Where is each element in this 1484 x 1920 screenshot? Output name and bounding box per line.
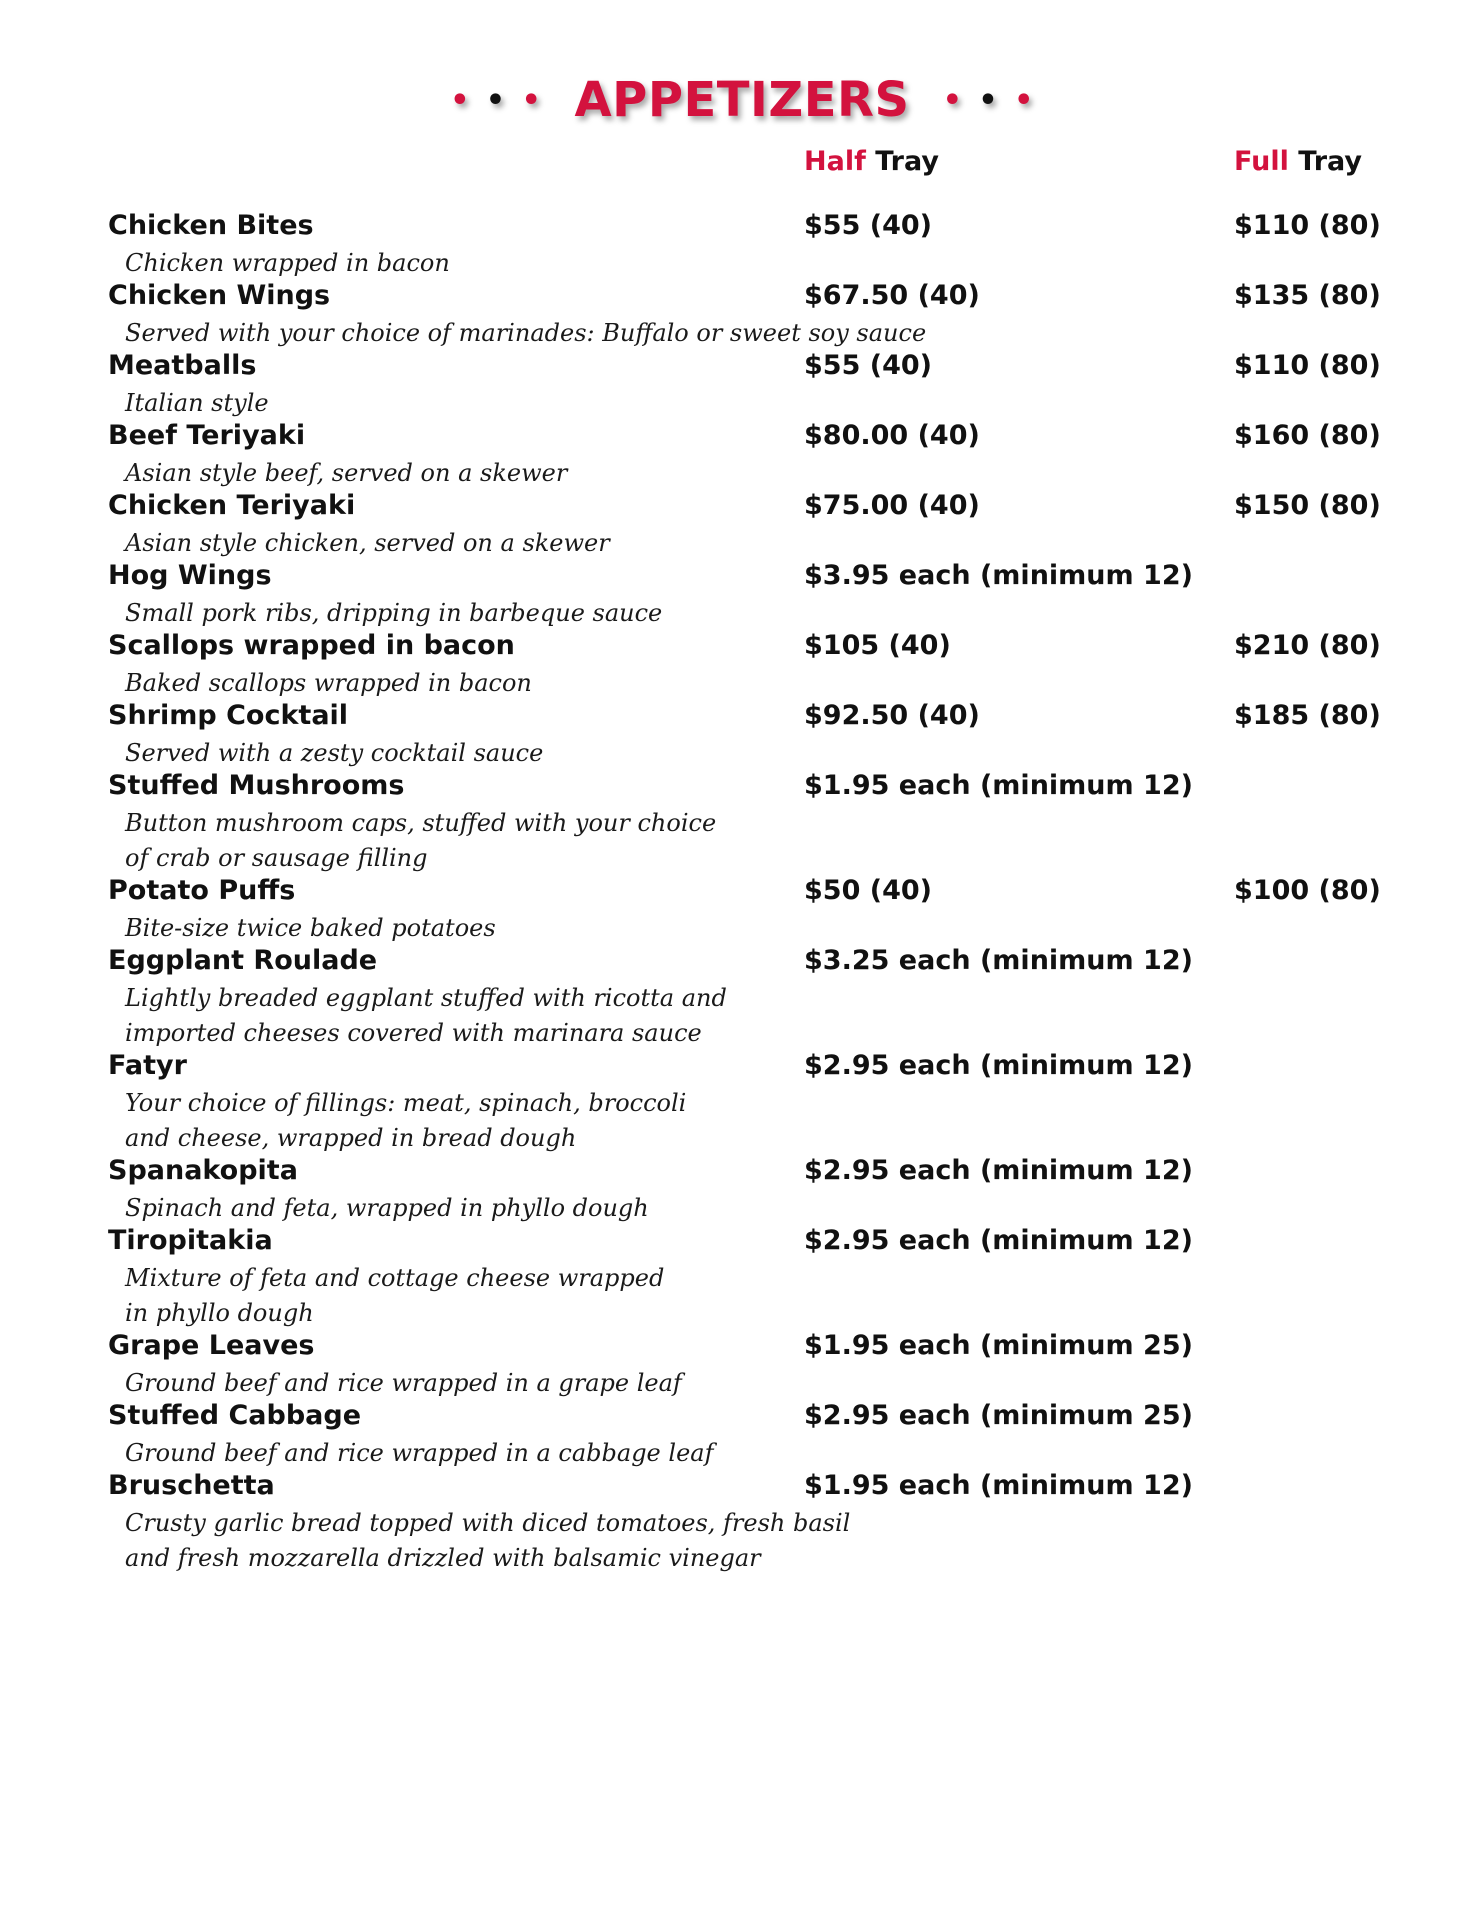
description-line: Bite-size twice baked potatoes [125, 914, 496, 942]
full-tray-price: $210 (80) [1234, 630, 1381, 661]
item-description [125, 1086, 686, 1156]
item-description [125, 1191, 649, 1226]
half-tray-price: $1.95 each (minimum 12) [804, 1470, 1193, 1501]
item-name: Potato Puffs [108, 875, 296, 906]
item-description [125, 596, 662, 631]
description-line: Asian style beef, served on a skewer [125, 459, 568, 487]
full-tray-header-accent: Full [1234, 146, 1289, 177]
half-tray-price: $55 (40) [804, 350, 933, 381]
description-line: Chicken wrapped in bacon [125, 249, 450, 277]
half-tray-price: $55 (40) [804, 210, 933, 241]
half-tray-header-accent: Half [804, 146, 866, 177]
bullet-dot-icon: • [978, 83, 999, 118]
item-description [125, 246, 450, 281]
item-description [125, 316, 926, 351]
description-line: Italian style [125, 389, 269, 417]
description-line: Small pork ribs, dripping in barbeque sauce [125, 599, 663, 627]
page-title [0, 72, 1484, 128]
item-name: Bruschetta [108, 1470, 275, 1501]
bullet-dot-icon: • [942, 83, 963, 118]
item-name: Tiropitakia [108, 1225, 273, 1256]
bullet-dot-icon: • [521, 83, 542, 118]
full-tray-price: $110 (80) [1234, 350, 1381, 381]
item-description [125, 981, 727, 1051]
description-line: Ground beef and rice wrapped in a cabbage leaf [125, 1439, 714, 1467]
item-description [125, 666, 532, 701]
description-line: Served with a zesty cocktail sauce [125, 739, 544, 767]
half-tray-price: $1.95 each (minimum 25) [804, 1330, 1193, 1361]
description-line: Asian style chicken, served on a skewer [125, 529, 610, 557]
description-line: in phyllo dough [125, 1299, 314, 1327]
description-line: Button mushroom caps, stuffed with your choice [125, 809, 717, 837]
item-name: Eggplant Roulade [108, 945, 378, 976]
half-tray-price: $50 (40) [804, 875, 933, 906]
description-line: and cheese, wrapped in bread dough [125, 1124, 577, 1152]
half-tray-header [804, 146, 939, 177]
item-description [125, 1261, 664, 1331]
description-line: Your choice of fillings: meat, spinach, broccoli [125, 1089, 687, 1117]
description-line: Mixture of feta and cottage cheese wrapped [125, 1264, 665, 1292]
half-tray-price: $1.95 each (minimum 12) [804, 770, 1193, 801]
item-description [125, 911, 496, 946]
item-name: Scallops wrapped in bacon [108, 630, 515, 661]
item-description [125, 1506, 850, 1576]
half-tray-price: $75.00 (40) [804, 490, 980, 521]
item-name: Beef Teriyaki [108, 420, 306, 451]
item-description [125, 806, 716, 876]
description-line: and fresh mozzarella drizzled with balsamic vinegar [125, 1544, 761, 1572]
description-line: Ground beef and rice wrapped in a grape leaf [125, 1369, 682, 1397]
item-name: Shrimp Cocktail [108, 700, 349, 731]
description-line: Spinach and feta, wrapped in phyllo dough [125, 1194, 649, 1222]
title-text: APPETIZERS [574, 72, 910, 128]
bullet-dot-icon: • [450, 83, 470, 118]
description-line: of crab or sausage filling [125, 844, 428, 872]
full-tray-price: $100 (80) [1234, 875, 1381, 906]
item-name: Fatyr [108, 1050, 187, 1081]
item-description [125, 736, 543, 771]
item-description [125, 526, 610, 561]
full-tray-price: $110 (80) [1234, 210, 1381, 241]
half-tray-price: $3.25 each (minimum 12) [804, 945, 1193, 976]
half-tray-price: $67.50 (40) [804, 280, 980, 311]
item-name: Spanakopita [108, 1155, 298, 1186]
item-name: Stuffed Mushrooms [108, 770, 405, 801]
item-description [125, 1366, 682, 1401]
item-description [125, 386, 269, 421]
description-line: Served with your choice of marinades: Buffalo or sweet soy sauce [125, 319, 927, 347]
item-name: Chicken Wings [108, 280, 331, 311]
half-tray-price: $105 (40) [804, 630, 951, 661]
full-tray-price: $185 (80) [1234, 700, 1381, 731]
item-name: Meatballs [108, 350, 257, 381]
item-name: Grape Leaves [108, 1330, 315, 1361]
half-tray-price: $3.95 each (minimum 12) [804, 560, 1193, 591]
full-tray-price: $160 (80) [1234, 420, 1381, 451]
item-description [125, 1436, 713, 1471]
item-name: Stuffed Cabbage [108, 1400, 362, 1431]
item-name: Chicken Bites [108, 210, 314, 241]
item-description [125, 456, 567, 491]
half-tray-header-word: Tray [875, 146, 939, 177]
full-tray-header [1234, 146, 1362, 177]
half-tray-price: $92.50 (40) [804, 700, 980, 731]
bullet-dot-icon: • [1014, 83, 1034, 118]
half-tray-price: $2.95 each (minimum 12) [804, 1050, 1193, 1081]
full-tray-header-word: Tray [1298, 146, 1363, 177]
description-line: imported cheeses covered with marinara sauce [125, 1019, 702, 1047]
description-line: Crusty garlic bread topped with diced tomatoes, fresh basil [125, 1509, 851, 1537]
half-tray-price: $80.00 (40) [804, 420, 980, 451]
half-tray-price: $2.95 each (minimum 12) [804, 1155, 1193, 1186]
bullet-dot-icon: • [485, 83, 506, 118]
description-line: Baked scallops wrapped in bacon [125, 669, 532, 697]
full-tray-price: $150 (80) [1234, 490, 1381, 521]
item-name: Hog Wings [108, 560, 272, 591]
full-tray-price: $135 (80) [1234, 280, 1381, 311]
half-tray-price: $2.95 each (minimum 12) [804, 1225, 1193, 1256]
description-line: Lightly breaded eggplant stuffed with ricotta and [125, 984, 727, 1012]
half-tray-price: $2.95 each (minimum 25) [804, 1400, 1193, 1431]
item-name: Chicken Teriyaki [108, 490, 356, 521]
